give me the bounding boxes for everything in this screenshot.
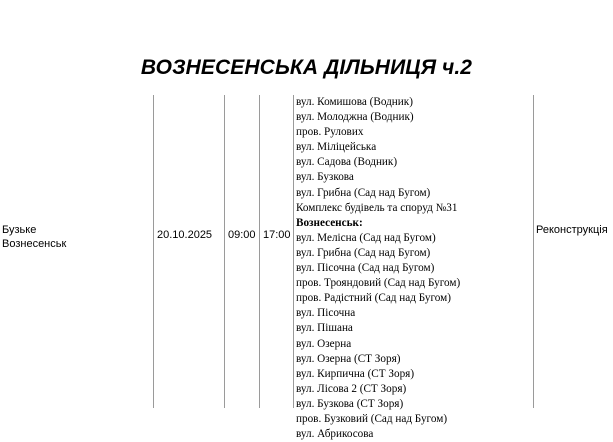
street-item: пров. Трояндовий (Сад над Бугом) xyxy=(296,277,461,290)
street-item: вул. Бузкова (СТ Зоря) xyxy=(296,397,404,410)
column-divider xyxy=(259,95,260,408)
time-start-cell: 09:00 xyxy=(228,229,256,241)
street-item: пров. Рулових xyxy=(296,126,364,139)
street-item: Комплекс будівель та споруд №31 xyxy=(296,201,458,214)
street-item: вул. Пісочна xyxy=(296,307,356,320)
date-cell: 20.10.2025 xyxy=(157,229,213,241)
street-item: вул. Пісочна (Сад над Бугом) xyxy=(296,262,435,275)
column-divider xyxy=(224,95,225,408)
page-title: ВОЗНЕСЕНСЬКА ДІЛЬНИЦЯ ч.2 xyxy=(140,56,473,79)
street-item: вул. Мелісна (Сад над Бугом) xyxy=(296,231,436,244)
column-divider xyxy=(153,95,154,408)
reason-cell: Реконструкція xyxy=(536,224,608,236)
street-item: вул. Абрикосова xyxy=(296,428,374,441)
street-item: вул. Грибна (Сад над Бугом) xyxy=(296,186,431,199)
column-divider xyxy=(533,95,534,408)
street-item: вул. Грибна (Сад над Бугом) xyxy=(296,246,431,259)
column-divider xyxy=(293,95,294,408)
settlement-cell-line2: Вознесенськ xyxy=(2,238,67,250)
street-item: вул. Комишова (Водник) xyxy=(296,96,413,108)
street-item: вул. Озерна xyxy=(296,337,352,350)
street-item: вул. Пішана xyxy=(296,322,353,335)
outage-table xyxy=(0,95,613,441)
street-item: вул. Лісова 2 (СТ Зоря) xyxy=(296,382,407,395)
street-group-heading: Вознесенськ: xyxy=(296,216,363,229)
street-item: вул. Садова (Водник) xyxy=(296,156,398,169)
street-item: пров. Радістний (Сад над Бугом) xyxy=(296,292,451,305)
street-item: вул. Бузкова xyxy=(296,171,354,184)
time-end-cell: 17:00 xyxy=(263,229,291,241)
street-item: вул. Міліцейська xyxy=(296,141,377,154)
street-list xyxy=(296,95,460,442)
street-item: вул. Молоджна (Водник) xyxy=(296,111,414,124)
street-item: вул. Озерна (СТ Зоря) xyxy=(296,352,401,365)
settlement-cell-line1: Бузьке xyxy=(2,224,37,236)
street-item: пров. Бузковий (Сад над Бугом) xyxy=(296,412,448,425)
street-item: вул. Кирпична (СТ Зоря) xyxy=(296,367,415,380)
